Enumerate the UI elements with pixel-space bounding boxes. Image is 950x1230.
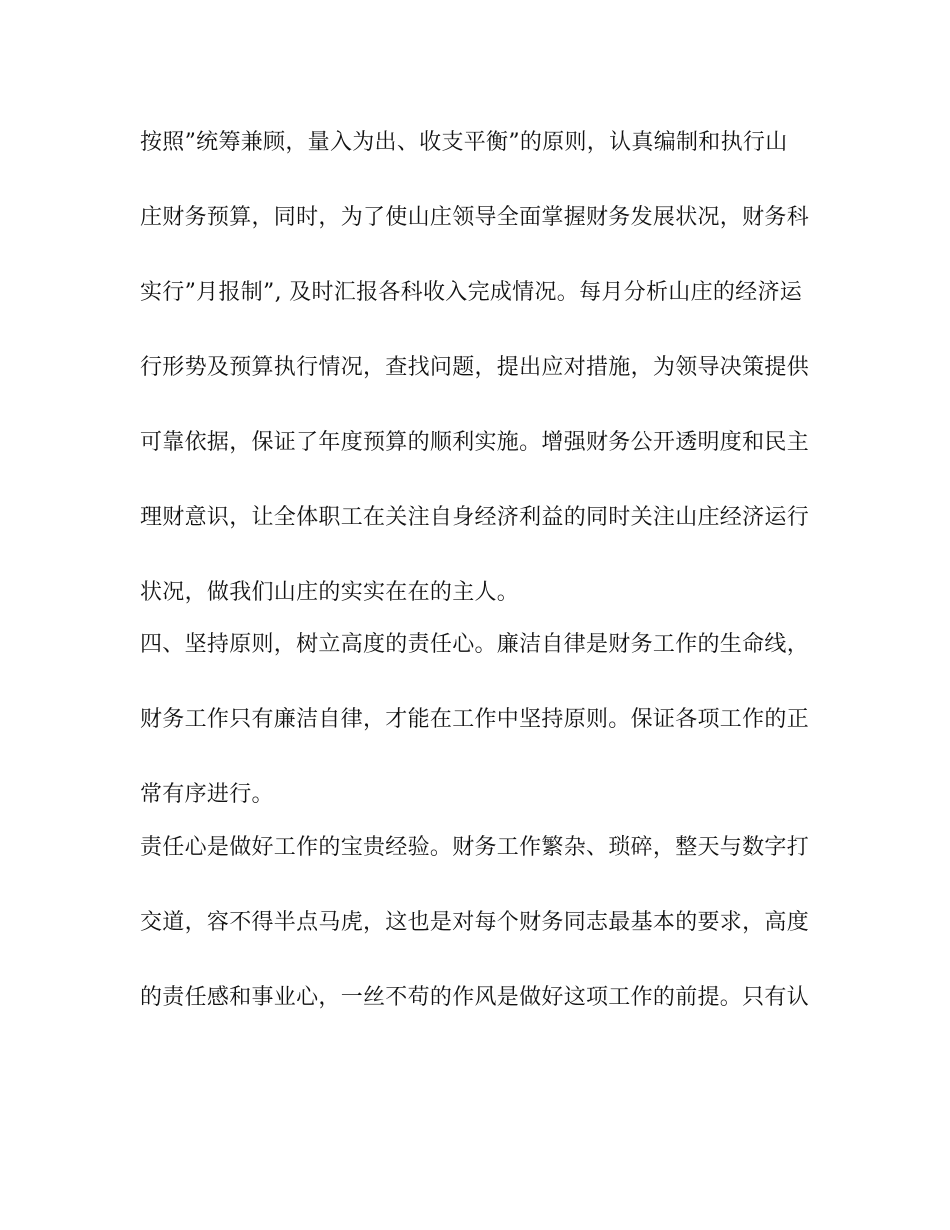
text-line: 庄财务预算，同时，为了使山庄领导全面掌握财务发展状况，财务科 [140, 205, 810, 230]
text-line: 实行”月报制”, 及时汇报各科收入完成情况。每月分析山庄的经济运 [140, 280, 803, 305]
text-line: 责任心是做好工作的宝贵经验。财务工作繁杂、琐碎，整天与数字打 [140, 835, 810, 860]
text-line: 常有序进行。 [140, 782, 274, 807]
text-line: 交道，容不得半点马虎，这也是对每个财务同志最基本的要求，高度 [140, 910, 810, 935]
text-line: 状况，做我们山庄的实实在在的主人。 [140, 580, 520, 605]
text-line: 可靠依据，保证了年度预算的顺利实施。增强财务公开透明度和民主 [140, 430, 810, 455]
section-heading-line: 四、坚持原则，树立高度的责任心。廉洁自律是财务工作的生命线， [140, 632, 810, 657]
text-line: 财务工作只有廉洁自律，才能在工作中坚持原则。保证各项工作的正 [140, 707, 810, 732]
text-line: 理财意识，让全体职工在关注自身经济利益的同时关注山庄经济运行 [140, 505, 810, 530]
text-line: 的责任感和事业心，一丝不苟的作风是做好这项工作的前提。只有认 [140, 985, 810, 1010]
text-line: 按照”统筹兼顾，量入为出、收支平衡”的原则，认真编制和执行山 [140, 130, 788, 155]
text-line: 行形势及预算执行情况，查找问题，提出应对措施，为领导决策提供 [140, 355, 810, 380]
